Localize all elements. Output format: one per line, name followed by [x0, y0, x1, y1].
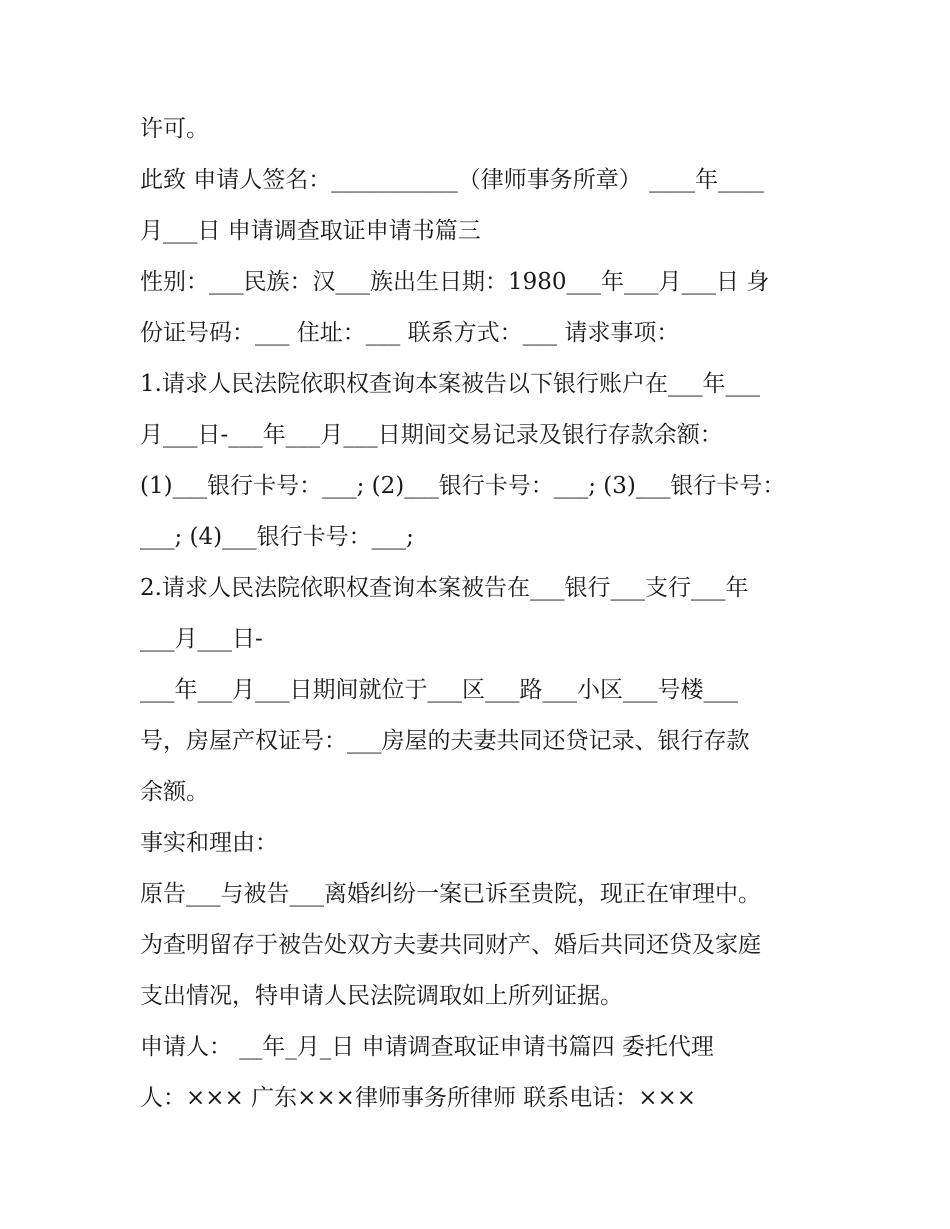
text-line: 原告___与被告___离婚纠纷一案已诉至贵院，现正在审理中。 [140, 881, 761, 907]
text-line: 月___日 申请调查取证申请书篇三 [140, 218, 481, 244]
text-line: 余额。 [140, 779, 209, 805]
text-line: 支出情况，特申请人民法院调取如上所列证据。 [140, 983, 623, 1009]
text-line: 事实和理由： [140, 830, 278, 856]
text-line: (1)___银行卡号：___; (2)___银行卡号：___; (3)___银行卡号： [140, 473, 786, 499]
text-line: 性别：___民族：汉___族出生日期：1980___年___月___日 身 [140, 269, 770, 295]
text-line: ___; (4)___银行卡号：___; [140, 524, 414, 550]
text-line: ___月___日- [140, 626, 263, 652]
text-line: 为查明留存于被告处双方夫妻共同财产、婚后共同还贷及家庭 [140, 932, 761, 958]
text-line: 号，房屋产权证号：___房屋的夫妻共同还贷记录、银行存款 [140, 728, 750, 754]
text-line: 人：××× 广东×××律师事务所律师 联系电话：××× [140, 1085, 697, 1111]
text-line: 申请人： __年_月_日 申请调查取证申请书篇四 委托代理 [140, 1034, 714, 1060]
text-line: 此致 申请人签名：___________（律师事务所章） ____年____ [140, 167, 765, 193]
text-line: ___年___月___日期间就位于___区___路___小区___号楼___ [140, 677, 738, 703]
text-line: 许可。 [140, 116, 209, 142]
document-body [140, 104, 820, 1124]
text-line: 月___日-___年___月___日期间交易记录及银行存款余额： [140, 422, 723, 448]
text-line: 份证号码：___ 住址：___ 联系方式：___ 请求事项： [140, 320, 680, 346]
text-line: 2.请求人民法院依职权查询本案被告在___银行___支行___年 [140, 575, 749, 601]
text-line: 1.请求人民法院依职权查询本案被告以下银行账户在___年___ [140, 371, 760, 397]
